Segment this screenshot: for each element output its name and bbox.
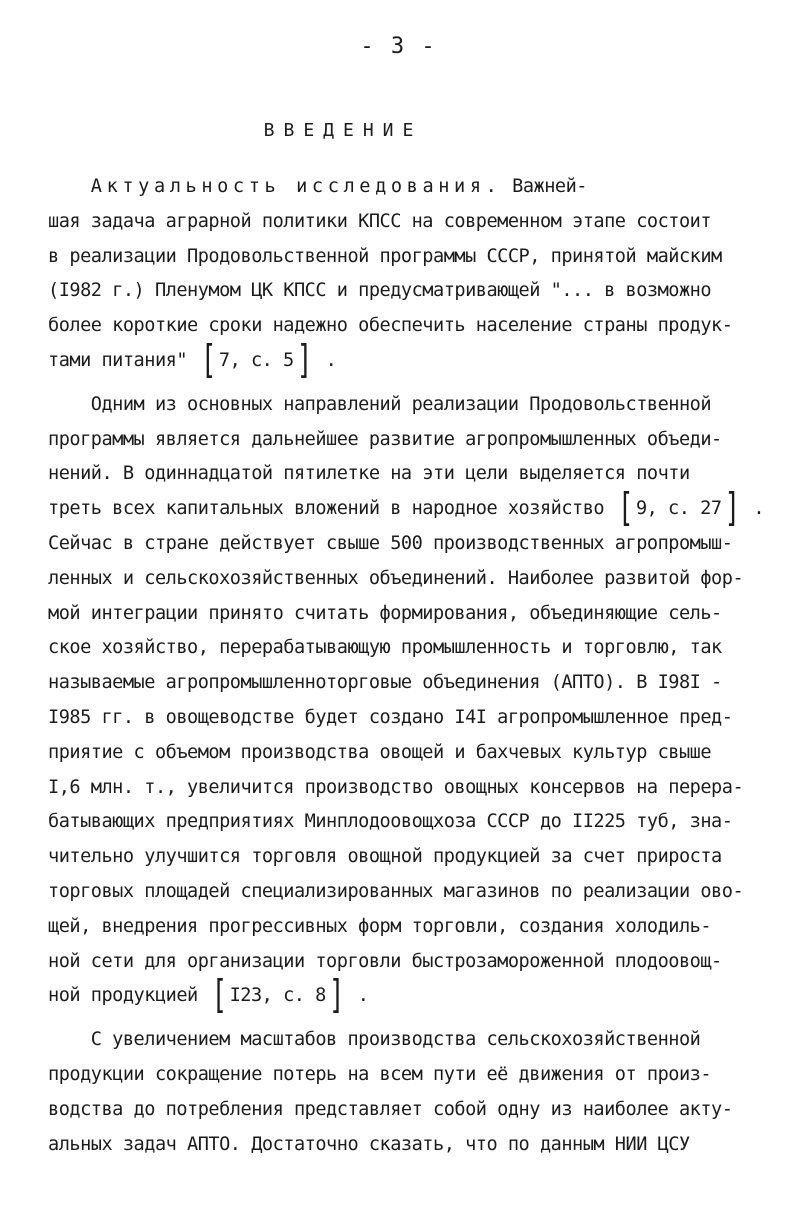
text-fragment: ной продукцией [48, 985, 198, 1007]
text-line: щей, внедрения прогрессивных форм торговли, создания холодиль- [48, 915, 712, 937]
text-fragment: . [742, 498, 765, 520]
right-bracket: ] [296, 338, 312, 384]
citation: 7, с. 5 [218, 349, 294, 371]
text-line: мой интеграции принято считать формирования, объединяющие сель- [48, 602, 722, 624]
text-fragment: треть всех капитальных вложений в народное хозяйство [48, 498, 605, 520]
section-heading: ВВЕДЕНИЕ [263, 120, 423, 141]
citation: 9, с. 27 [635, 498, 722, 520]
text-line: Сейчас в стране действует свыше 500 производственных агропромыш- [48, 532, 733, 554]
text-line: I985 гг. в овощеводстве будет создано I4I агропромышленное пред- [48, 706, 733, 728]
text-line: в реализации Продовольственной программы СССР, принятой майским [48, 245, 722, 267]
text-line [48, 338, 783, 384]
text-line: ной сети для организации торговли быстрозамороженной плодоовощ- [48, 950, 722, 972]
text-line: альных задач АПТО. Достаточно сказать, что по данным НИИ ЦСУ [48, 1133, 690, 1155]
text-line: нений. В одиннадцатой пятилетке на эти цели выделяется почти [48, 463, 690, 485]
text-fragment: . [347, 985, 369, 1007]
text-line: ское хозяйство, перерабатывающую промышленность и торговлю, так [48, 637, 722, 659]
text-line: шая задача аграрной политики КПСС на современном этапе состоит [48, 210, 712, 232]
right-bracket: ] [724, 486, 740, 532]
text-line: Одним из основных направлений реализации Продовольственной [48, 393, 712, 415]
text-line: ленных и сельскохозяйственных объединений. Наиболее развитой фор- [48, 567, 744, 589]
text-fragment: Важней- [501, 176, 587, 197]
text-line: С увеличением масштабов производства сельскохозяйственной [48, 1029, 701, 1051]
text-line [48, 973, 783, 1019]
text-line: (I982 г.) Пленумом ЦК КПСС и предусматривающей "... в возможно [48, 280, 712, 302]
right-bracket: ] [328, 973, 344, 1019]
text-line: называемые агропромышленноторговые объединения (АПТО). В I98I - [48, 672, 722, 694]
text-line: более короткие сроки надежно обеспечить население страны продук- [48, 315, 733, 337]
left-bracket: [ [200, 338, 216, 384]
page-number: - 3 - [360, 34, 437, 59]
left-bracket: [ [617, 486, 633, 532]
text-line: водства до потребления представляет собой одну из наиболее акту- [48, 1098, 733, 1120]
text-line: чительно улучшится торговля овощной продукцией за счет прироста [48, 846, 722, 868]
body-text [48, 170, 783, 1162]
text-line: продукции сокращение потерь на всем пути её движения от произ- [48, 1063, 712, 1085]
text-line: торговых площадей специализированных магазинов по реализации ово- [48, 880, 744, 902]
left-bracket: [ [211, 973, 227, 1019]
text-line: батывающих предприятиях Минплодоовощхоза СССР до II225 туб, зна- [48, 811, 733, 833]
text-fragment: тами питания" [48, 349, 188, 371]
citation: I23, с. 8 [229, 985, 326, 1007]
text-fragment: . [314, 349, 337, 371]
text-line: программы является дальнейшее развитие агропромышленных объеди- [48, 428, 722, 450]
text-line [48, 486, 783, 532]
text-line: приятие с объемом производства овощей и бахчевых культур свыше [48, 741, 712, 763]
text-line [48, 170, 783, 205]
text-line: I,6 млн. т., увеличится производство овощных консервов на перера- [48, 776, 744, 798]
paragraph-title: Актуальность исследования. [90, 176, 502, 197]
